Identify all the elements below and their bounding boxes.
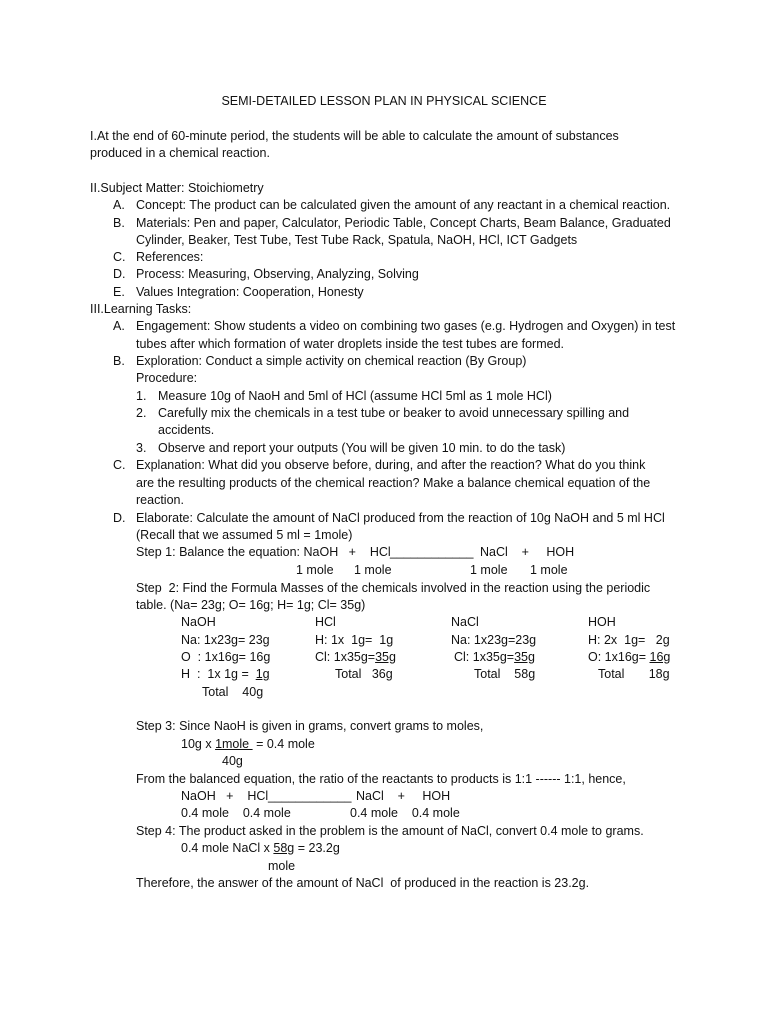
hoh-total: Total 18g (598, 667, 670, 681)
step3-calculation: 10g x 1mole = 0.4 mole (181, 737, 315, 751)
objective-line-1: I.At the end of 60-minute period, the students will be able to calculate the amount of substances (90, 129, 619, 143)
nacl-name: NaCl (451, 615, 479, 629)
step1-mole-nacl: 1 mole (470, 563, 508, 577)
task-d-line-1: Elaborate: Calculate the amount of NaCl produced from the reaction of 10g NaOH and 5 ml HCl (136, 511, 665, 525)
naoh-total: Total 40g (202, 685, 264, 699)
procedure-step-3: Observe and report your outputs (You will be given 10 min. to do the task) (158, 441, 566, 455)
step3-equation-left: NaOH + HCl (181, 789, 269, 803)
task-d-marker: D. (113, 511, 126, 525)
nacl-row-na: Na: 1x23g=23g (451, 633, 537, 647)
task-a-line-2: tubes after which formation of water droplets inside the test tubes are formed. (136, 337, 564, 351)
subject-item-d-marker: D. (113, 267, 126, 281)
task-a-line-1: Engagement: Show students a video on combining two gases (e.g. Hydrogen and Oxygen) in test (136, 319, 676, 333)
naoh-row-h: H : 1x 1g = 1g (181, 667, 270, 681)
task-c-line-3: reaction. (136, 493, 184, 507)
subject-item-b-line-2: Cylinder, Beaker, Test Tube, Test Tube Rack, Spatula, NaOH, HCl, ICT Gadgets (136, 233, 578, 247)
step1-mole-hcl: 1 mole (354, 563, 392, 577)
tasks-heading: III.Learning Tasks: (90, 302, 192, 316)
naoh-name: NaOH (181, 615, 216, 629)
subject-item-b-marker: B. (113, 216, 125, 230)
nacl-total: Total 58g (474, 667, 536, 681)
subject-item-c-marker: C. (113, 250, 126, 264)
step1-mole-naoh: 1 mole (296, 563, 334, 577)
step3-moles-left: 0.4 mole 0.4 mole (181, 806, 291, 820)
step4-denominator: mole (268, 859, 296, 873)
subject-item-d: Process: Measuring, Observing, Analyzing, Solving (136, 267, 419, 281)
naoh-row-o: O : 1x16g= 16g (181, 650, 271, 664)
task-b-marker: B. (113, 354, 125, 368)
procedure-step-1-marker: 1. (136, 389, 147, 403)
subject-item-a: Concept: The product can be calculated given the amount of any reactant in a chemical reaction. (136, 198, 671, 212)
step3-equation-right: NaCl + HOH (356, 789, 451, 803)
step2-line-2: table. (Na= 23g; O= 16g; H= 1g; Cl= 35g) (136, 598, 366, 612)
task-b-line-1: Exploration: Conduct a simple activity on chemical reaction (By Group) (136, 354, 527, 368)
hcl-total: Total 36g (335, 667, 393, 681)
step3-line-1: Step 3: Since NaoH is given in grams, convert grams to moles, (136, 719, 484, 733)
procedure-step-2-line-2: accidents. (158, 423, 215, 437)
step1-label: Step 1: Balance the equation: NaOH + HCl (136, 545, 391, 559)
step4-calculation: 0.4 mole NaCl x 58g = 23.2g (181, 841, 340, 855)
subject-item-b-line-1: Materials: Pen and paper, Calculator, Periodic Table, Concept Charts, Beam Balance, Graduated (136, 216, 671, 230)
task-c-marker: C. (113, 458, 126, 472)
procedure-step-2-line-1: Carefully mix the chemicals in a test tube or beaker to avoid unnecessary spilling and (158, 406, 630, 420)
step3-equation-arrow: ____________ (268, 789, 352, 803)
objective-line-2: produced in a chemical reaction. (90, 146, 270, 160)
nacl-row-cl: Cl: 1x35g=35g (454, 650, 535, 664)
task-c-line-2: are the resulting products of the chemical reaction? Make a balance chemical equation of the (136, 476, 651, 490)
hoh-row-o: O: 1x16g= 16g (588, 650, 671, 664)
subject-item-c: References: (136, 250, 204, 264)
step1-products: NaCl + HOH (480, 545, 575, 559)
procedure-step-3-marker: 3. (136, 441, 147, 455)
step1-arrow: ____________ (390, 545, 474, 559)
step1-mole-hoh: 1 mole (530, 563, 568, 577)
step4-line-1: Step 4: The product asked in the problem is the amount of NaCl, convert 0.4 mole to grams. (136, 824, 644, 838)
hoh-row-h: H: 2x 1g= 2g (588, 633, 670, 647)
task-d-line-2: (Recall that we assumed 5 ml = 1mole) (136, 528, 353, 542)
hcl-row-cl: Cl: 1x35g=35g (315, 650, 396, 664)
subject-item-a-marker: A. (113, 198, 125, 212)
naoh-row-na: Na: 1x23g= 23g (181, 633, 270, 647)
hoh-name: HOH (588, 615, 616, 629)
final-answer: Therefore, the answer of the amount of NaCl of produced in the reaction is 23.2g. (136, 876, 590, 890)
procedure-step-2-marker: 2. (136, 406, 147, 420)
subject-item-e-marker: E. (113, 285, 125, 299)
subject-item-e: Values Integration: Cooperation, Honesty (136, 285, 364, 299)
step3-denominator: 40g (222, 754, 243, 768)
step2-line-1: Step 2: Find the Formula Masses of the chemicals involved in the reaction using the periodic (136, 581, 651, 595)
step3-ratio: From the balanced equation, the ratio of the reactants to products is 1:1 ------ 1:1, hence, (136, 772, 626, 786)
subject-heading: II.Subject Matter: Stoichiometry (90, 181, 264, 195)
document-title: SEMI-DETAILED LESSON PLAN IN PHYSICAL SCIENCE (221, 94, 547, 108)
procedure-step-1: Measure 10g of NaoH and 5ml of HCl (assume HCl 5ml as 1 mole HCl) (158, 389, 552, 403)
task-c-line-1: Explanation: What did you observe before, during, and after the reaction? What do you think (136, 458, 646, 472)
task-a-marker: A. (113, 319, 125, 333)
hcl-name: HCl (315, 615, 336, 629)
hcl-row-h: H: 1x 1g= 1g (315, 633, 394, 647)
step3-moles-right: 0.4 mole 0.4 mole (350, 806, 460, 820)
procedure-label: Procedure: (136, 371, 198, 385)
